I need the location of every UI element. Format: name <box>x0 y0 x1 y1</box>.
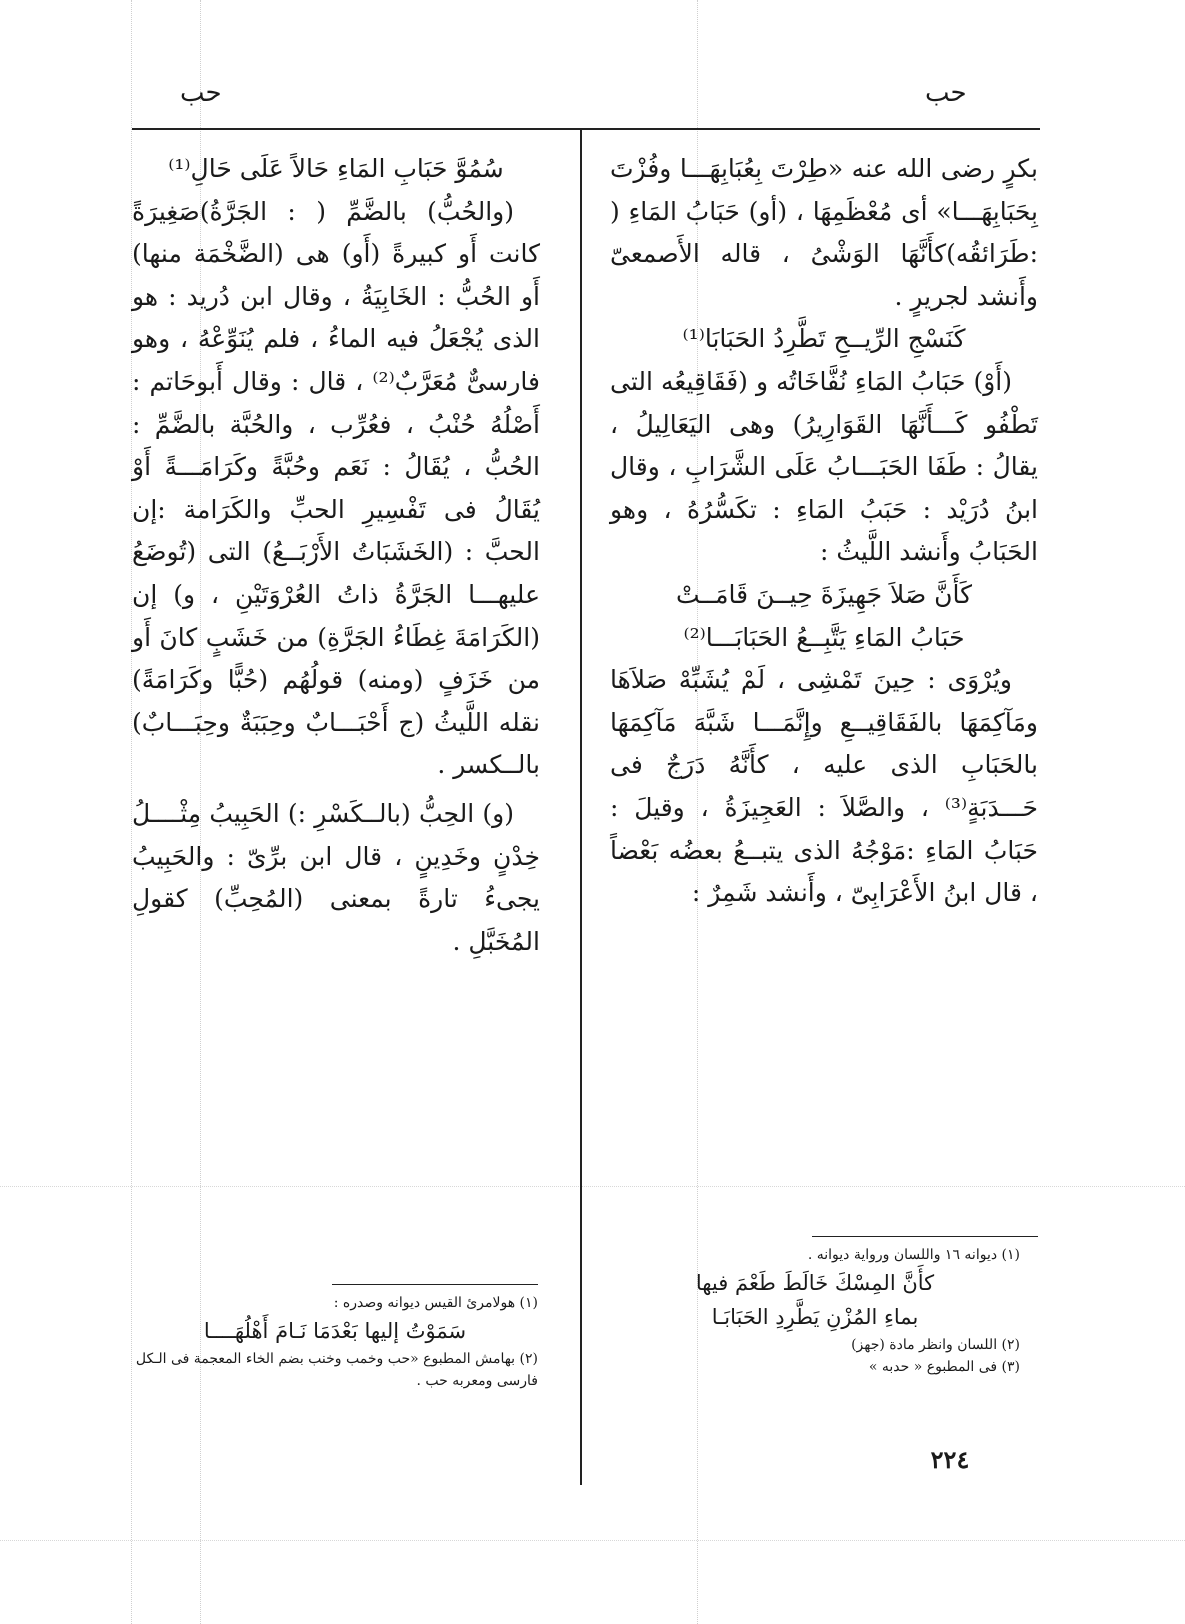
header-rule <box>132 128 1040 130</box>
footnote: (٢) اللسان وانظر مادة (جهز) <box>851 1337 1020 1353</box>
footnote-verse: بماءِ المُزْنِ يَطَّرِدِ الحَبَابَـا <box>711 1305 919 1329</box>
page-number: ٢٢٤ <box>930 1445 970 1474</box>
footnote-rule-left <box>332 1284 538 1285</box>
scan-guide-line <box>0 1540 1185 1541</box>
paragraph: (والحُبُّ) بالضَّمِّ ( : الجَرَّةُ)صَغِيرَةً كانت أَو كبيرةً (أَو) هى (الضَّخْمَة منها) أَو الحُبُّ : الخَابِيَةُ ، وقال ابن دُريد : هو الذى يُجْعَلُ فيه الماءُ ، فلم يُنَوِّعْهُ ، وهو فارسىٌّ مُعَرَّبٌ⁽²⁾ ، قال : وقال أَبوحَاتم : أَصْلُهُ حُنْبُ ، فعُرِّب ، والحُبَّة بالضَّمِّ : الحُبُّ ، يُقَالُ : نَعَم وحُبَّةً وكَرَامَـــةً أَوْ يُقَالُ فى تَفْسِيرِ الحبِّ والكَرَامة :إن الحبَّ : (الخَشَبَاتُ الأَرْبَــعُ) التى (تُوضَعُ عليهـــا الجَرَّةُ ذاتُ العُرْوَتَيْنِ ، و) إن (الكَرَامَةَ غِطَاءُ الجَرَّةِ) من خَشَبٍ كانَ أَو من خَزَفٍ (ومنه) قولُهُم (حُبًّا وكَرَامَةً) نقله اللَّيثُ (ج أَحْبَـــابٌ وحِبَبَةٌ وحِبَـــابٌ) بالــكسر . <box>132 196 541 780</box>
footnote: (١) ديوانه ١٦ واللسان ورواية ديوانه . <box>807 1247 1020 1263</box>
column-divider <box>580 130 582 1485</box>
footnote-verse: سَمَوْتُ إليها بَعْدَمَا نَـامَ أَهْلُهَــــا <box>203 1319 467 1343</box>
verse-line: كَنَسْجِ الرِّيــحِ تَطَّرِدُ الحَبَابَا⁽¹⁾ <box>682 324 966 354</box>
footnote-verse: كأَنَّ المِسْكَ خَالَطَ طَعْمَ فيها <box>695 1271 935 1295</box>
paragraph: ويُرْوَى : حِينَ تَمْشِى ، لَمْ يُشَبِّهْ صَلاَهَا ومَآكِمَهَا بالفَقَاقِيــعِ وإِنَّمَـــا شَبَّهَ مَآكِمَهَا بالحَبَابِ الذى عليه ، كأَنَّهُ دَرَجٌ فى حَـــدَبَةٍ⁽³⁾ ، والصَّلاَ : العَجِيزَةُ ، وقيلَ : حَبَابُ المَاءِ :مَوْجُهُ الذى يتبــعُ بعضُه بَعْضاً ، قال ابنُ الأَعْرَابِىّ ، وأَنشد شَمِرٌ : <box>610 665 1038 908</box>
left-footnotes <box>132 1292 538 1392</box>
right-footnotes <box>610 1244 1020 1378</box>
right-column <box>610 148 1038 915</box>
verse-line: سُمُوَّ حَبَابِ المَاءِ حَالاً عَلَى حَالِ⁽¹⁾ <box>168 154 504 183</box>
footnote: (٣) فى المطبوع « حدبه » <box>868 1359 1020 1375</box>
scan-guide-line <box>0 1186 1185 1187</box>
paragraph: بكرٍ رضى الله عنه «طِرْتَ بِعُبَابِهَـــا وفُزْتَ بِحَبَابِهَـــا» أى مُعْظَمِهَا ، (أو) حَبَابُ المَاءِ ( :طَرَائقُه)كأَنَّهَا الوَشْىُ ، قاله الأَصمعىّ وأَنشد لجريرٍ . <box>610 154 1038 311</box>
footnote-rule-right <box>812 1236 1038 1237</box>
left-column <box>132 148 540 963</box>
running-head-right: حب <box>925 78 967 108</box>
paragraph: (أَوْ) حَبَابُ المَاءِ نُفَّاخَاتُه و (فَقَاقِيعُه التى تَطْفُو كَـــأَنَّهَا القَوَارِيرُ) وهى اليَعَالِيلُ ، يقالُ : طَفَا الحَبَـــابُ عَلَى الشَّرَابِ ، وقال ابنُ دُرَيْد : حَبَبُ المَاءِ : تكَسُّرُهُ ، وهو الحَبَابُ وأَنشد اللَّيثُ : <box>610 366 1038 567</box>
paragraph: (و) الحِبُّ (بالــكَسْرِ :) الحَبِيبُ مِثْــــلُ خِدْنٍ وخَدِينٍ ، قال ابن برِّىّ : والحَبِيبُ يجىءُ تارةً بمعنى (المُحِبِّ) كقولِ المُخَبَّلِ . <box>132 798 540 956</box>
verse-line: حَبَابُ المَاءِ يَتَّبِــعُ الحَبَابَـــا⁽²⁾ <box>683 622 965 652</box>
verse-line: كَأَنَّ صَلاَ جَهِيزَةَ حِيــنَ قَامَــتْ <box>675 579 973 609</box>
footnote: (٢) بهامش المطبوع «حب وخمب وخنب بضم الخاء المعجمة فى الـكل فارسى ومعربه حب . <box>135 1351 538 1389</box>
running-head-left: حب <box>180 78 222 108</box>
footnote: (١) هولامرئ القيس ديوانه وصدره : <box>333 1295 538 1311</box>
